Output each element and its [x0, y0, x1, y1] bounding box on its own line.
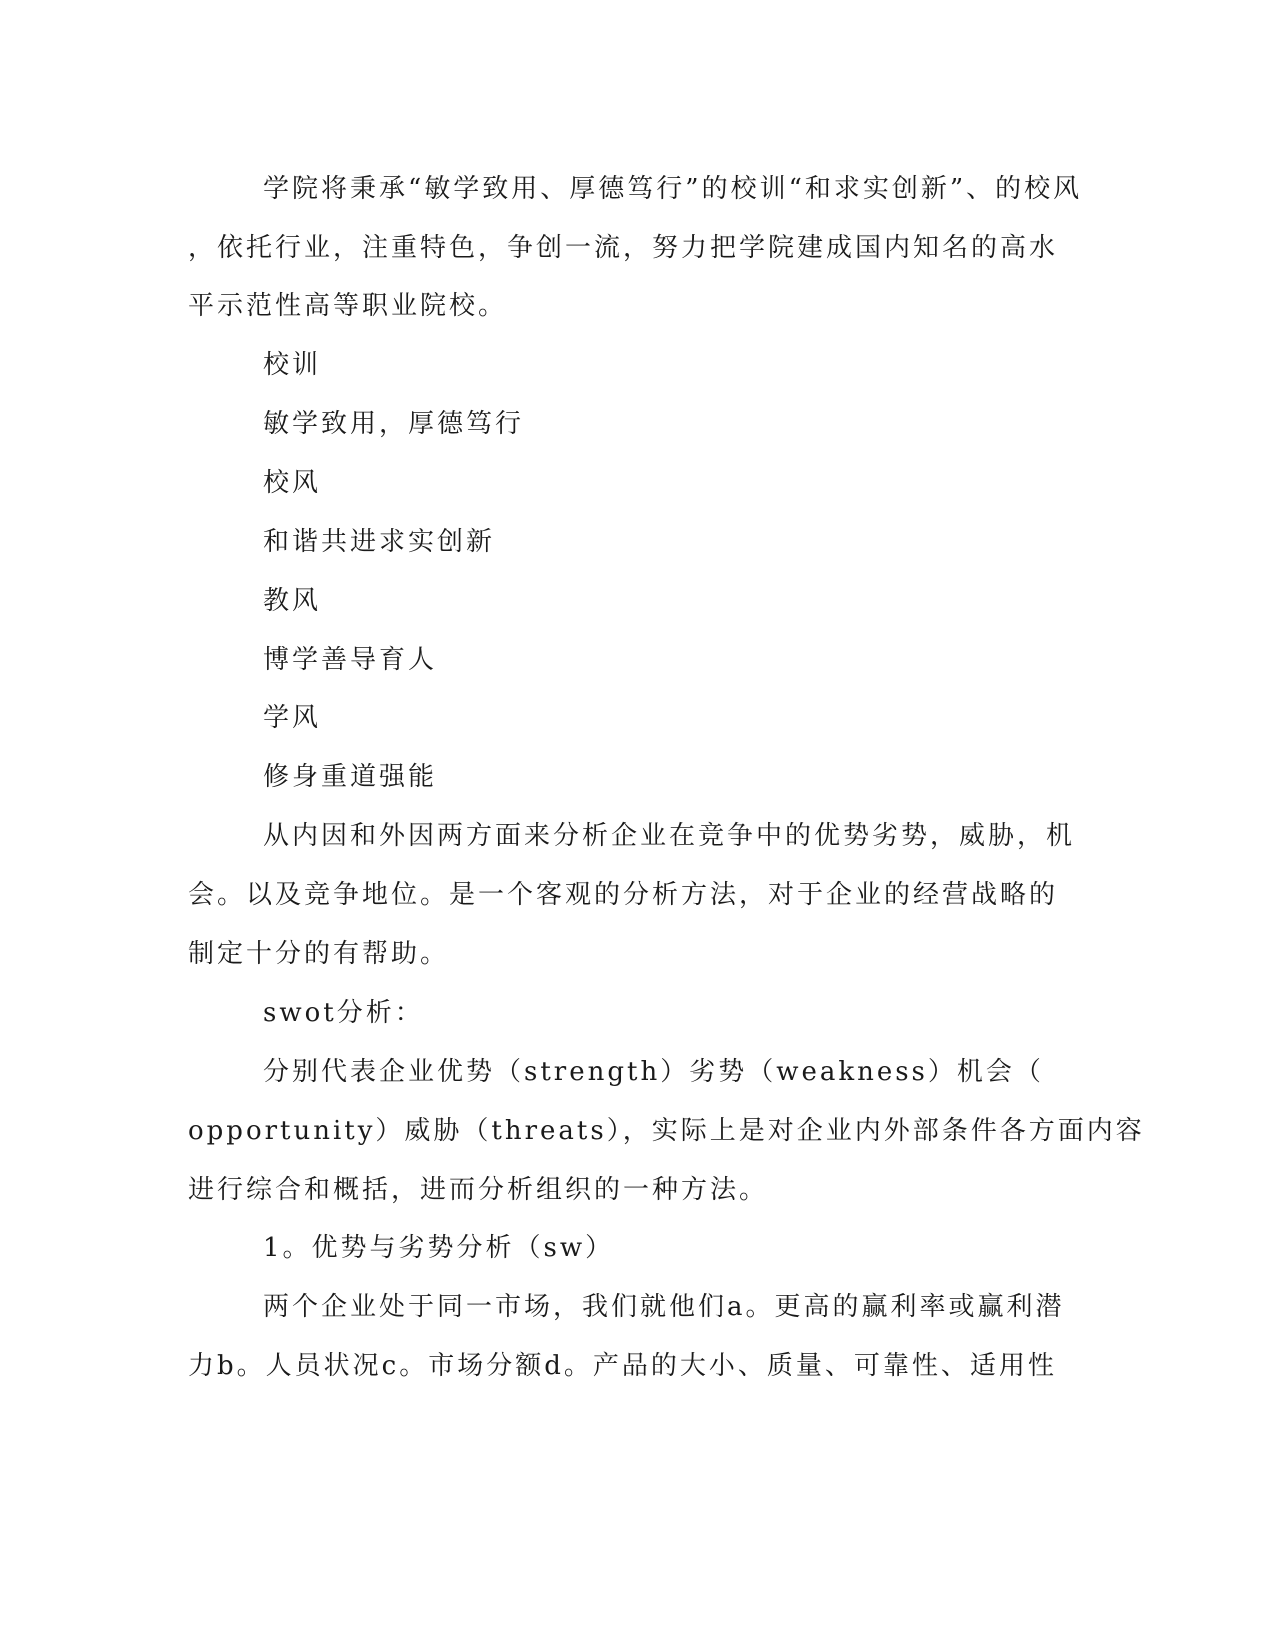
- heading-study-style: 学风: [263, 703, 322, 733]
- section-heading: 1。优势与劣势分析（sw）: [263, 1233, 615, 1263]
- paragraph-line: 平示范性高等职业院校。: [188, 291, 508, 321]
- study-style-text: 修身重道强能: [263, 762, 438, 792]
- swot-heading: swot分析：: [263, 998, 424, 1028]
- paragraph-line: opportunity）威胁（threats），实际上是对企业内外部条件各方面内容: [188, 1116, 1145, 1146]
- paragraph-line: 分别代表企业优势（strength）劣势（weakness）机会（: [263, 1057, 1044, 1087]
- school-spirit-text: 和谐共进求实创新: [263, 527, 496, 557]
- paragraph-line: 制定十分的有帮助。: [188, 939, 450, 969]
- motto-text: 敏学致用，厚德笃行: [263, 409, 525, 439]
- heading-teaching-style: 教风: [263, 586, 322, 616]
- paragraph-line: 学院将秉承“敏学致用、厚德笃行”的校训“和求实创新”、的校风: [263, 174, 1083, 204]
- teaching-style-text: 博学善导育人: [263, 645, 438, 675]
- paragraph-line: 两个企业处于同一市场，我们就他们a。更高的赢利率或赢利潜: [263, 1292, 1065, 1322]
- paragraph-line: 进行综合和概括，进而分析组织的一种方法。: [188, 1175, 769, 1205]
- heading-motto: 校训: [263, 350, 322, 380]
- paragraph-line: ，依托行业，注重特色，争创一流，努力把学院建成国内知名的高水: [188, 233, 1059, 263]
- paragraph-line: 从内因和外因两方面来分析企业在竞争中的优势劣势，威胁，机: [263, 821, 1076, 851]
- paragraph-line: 力b。人员状况c。市场分额d。产品的大小、质量、可靠性、适用性: [188, 1351, 1057, 1381]
- paragraph-line: 会。以及竞争地位。是一个客观的分析方法，对于企业的经营战略的: [188, 880, 1059, 910]
- heading-school-spirit: 校风: [263, 468, 322, 498]
